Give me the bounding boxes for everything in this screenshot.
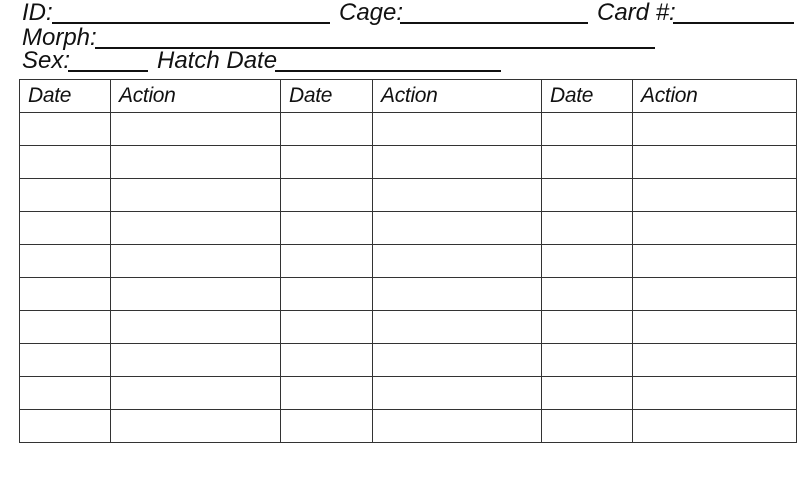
date-cell[interactable] [542,179,633,212]
action-cell[interactable] [111,245,281,278]
action-cell[interactable] [633,245,797,278]
action-cell[interactable] [373,212,542,245]
date-cell[interactable] [281,245,373,278]
action-cell[interactable] [633,410,797,443]
date-cell[interactable] [542,278,633,311]
action-cell[interactable] [111,212,281,245]
date-cell[interactable] [281,311,373,344]
action-cell[interactable] [633,146,797,179]
date-cell[interactable] [20,179,111,212]
date-cell[interactable] [542,410,633,443]
table-row [20,146,797,179]
action-cell[interactable] [373,377,542,410]
hatch-date-label: Hatch Date [157,47,278,74]
action-cell[interactable] [373,311,542,344]
date-cell[interactable] [281,377,373,410]
date-cell[interactable] [281,410,373,443]
column-header-date: Date [542,80,633,113]
sex-label: Sex: [22,47,71,74]
action-cell[interactable] [373,146,542,179]
log-table-body [20,113,797,443]
cage-field[interactable] [400,22,588,24]
action-cell[interactable] [373,113,542,146]
action-cell[interactable] [373,344,542,377]
card-number-field[interactable] [673,22,794,24]
date-cell[interactable] [542,212,633,245]
action-cell[interactable] [111,410,281,443]
date-cell[interactable] [20,377,111,410]
action-cell[interactable] [633,113,797,146]
card-number-label: Card #: [597,0,676,26]
date-cell[interactable] [281,344,373,377]
table-row [20,344,797,377]
action-cell[interactable] [633,344,797,377]
column-header-action: Action [633,80,797,113]
date-cell[interactable] [281,113,373,146]
table-row [20,377,797,410]
date-cell[interactable] [20,311,111,344]
action-cell[interactable] [373,245,542,278]
action-cell[interactable] [633,311,797,344]
date-cell[interactable] [20,212,111,245]
action-cell[interactable] [111,278,281,311]
date-cell[interactable] [281,179,373,212]
header-line-1 [0,0,800,26]
table-row [20,311,797,344]
date-cell[interactable] [542,146,633,179]
table-row [20,278,797,311]
table-header-row [20,80,797,113]
id-label: ID: [22,0,53,26]
table-row [20,113,797,146]
action-cell[interactable] [111,179,281,212]
action-cell[interactable] [633,179,797,212]
table-row [20,245,797,278]
cage-label: Cage: [339,0,404,26]
table-row [20,410,797,443]
date-cell[interactable] [281,278,373,311]
date-cell[interactable] [542,113,633,146]
morph-label: Morph: [22,24,97,51]
action-cell[interactable] [111,344,281,377]
table-row [20,212,797,245]
action-cell[interactable] [373,179,542,212]
date-cell[interactable] [20,146,111,179]
action-cell[interactable] [373,278,542,311]
date-cell[interactable] [281,146,373,179]
column-header-action: Action [373,80,542,113]
action-cell[interactable] [111,377,281,410]
column-header-date: Date [20,80,111,113]
header-line-3 [0,48,800,74]
date-cell[interactable] [542,377,633,410]
column-header-action: Action [111,80,281,113]
table-row [20,179,797,212]
date-cell[interactable] [20,344,111,377]
action-cell[interactable] [633,212,797,245]
date-cell[interactable] [542,344,633,377]
action-cell[interactable] [111,146,281,179]
date-cell[interactable] [20,278,111,311]
hatch-date-field[interactable] [275,70,501,72]
action-cell[interactable] [111,311,281,344]
log-table [19,79,797,443]
action-cell[interactable] [633,278,797,311]
date-cell[interactable] [20,113,111,146]
action-cell[interactable] [111,113,281,146]
date-cell[interactable] [20,410,111,443]
date-cell[interactable] [281,212,373,245]
column-header-date: Date [281,80,373,113]
date-cell[interactable] [20,245,111,278]
sex-field[interactable] [68,70,148,72]
date-cell[interactable] [542,311,633,344]
action-cell[interactable] [373,410,542,443]
date-cell[interactable] [542,245,633,278]
action-cell[interactable] [633,377,797,410]
